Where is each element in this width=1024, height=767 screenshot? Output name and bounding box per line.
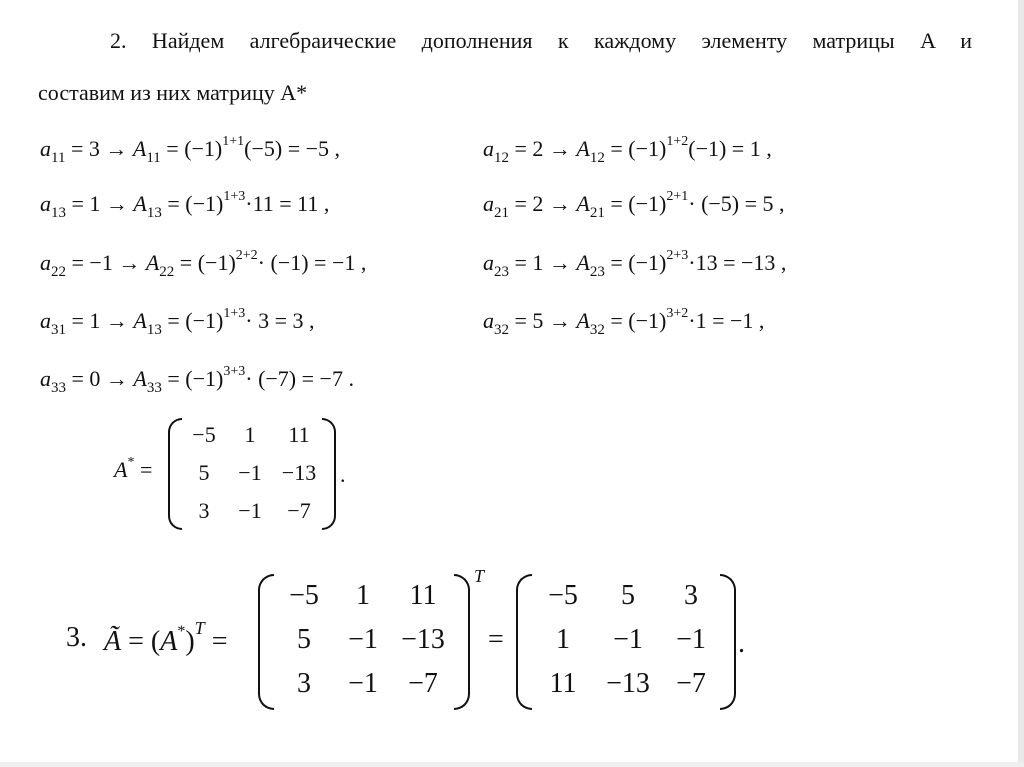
intro-line-2: составим из них матрицу A* [38,80,308,105]
left-paren [516,574,532,710]
matrix-cell: −13 [281,460,317,485]
matrix-cell: 3 [198,498,210,523]
matrix-cell: −7 [287,498,311,523]
matrix-cell: 1 [244,422,256,447]
cofactor-eq-11: $a_{11} = 3 \to A_{11} = (-1)^{1+1}(-5) = -5$ , [40,134,341,166]
cofactor-eq-23: $a_{23} = 1 \to A_{23} = (-1)^{2+3}\cdot 13 = -13$ , [483,248,787,280]
matrix-cell: −5 [548,580,578,611]
matrix-cell: 5 [621,580,635,611]
cofactor-eq-22: $a_{22} = -1 \to A_{22} = (-1)^{2+2}\cdot (-1) = -1$ , [40,248,367,280]
matrix-cell: 5 [297,624,311,655]
matrix-cell: −1 [676,624,706,655]
matrix-cell: 11 [409,580,437,611]
right-paren [454,574,470,710]
equals-sign: = [488,624,504,655]
matrix-cell: −1 [613,624,643,655]
matrix-cell: 1 [556,624,570,655]
cofactor-eq-12: $a_{12} = 2 \to A_{12} = (-1)^{1+2}(-1) = 1$ , [483,134,772,166]
adjoint-end-period: . [340,462,346,487]
cofactor-eq-31: $a_{31} = 1 \to A_{13} = (-1)^{1+3}\cdot 3 = 3$ , [40,306,315,338]
matrix-before-transpose [258,574,470,710]
matrix-cell: 3 [684,580,698,611]
cofactor-eq-13: $a_{13} = 1 \to A_{13} = (-1)^{1+3}\cdot 11 = 11$ , [40,189,330,221]
matrix-cell: 1 [356,580,370,611]
left-paren [258,574,274,710]
matrix-cell: −1 [348,668,378,699]
matrix-cell: −13 [606,668,650,699]
matrix-cell: −5 [289,580,319,611]
adjoint-matrix [168,418,336,530]
matrix-cell: −1 [348,624,378,655]
matrix-cell: −7 [408,668,438,699]
left-paren [168,418,182,530]
right-paren [322,418,336,530]
matrix-cell: −13 [401,624,445,655]
matrix-cell: −7 [676,668,706,699]
step3-end-period: . [738,628,745,659]
matrix-cell: 11 [288,422,310,447]
matrix-cell: 3 [297,668,311,699]
matrix-cell: −1 [238,498,262,523]
page-edge-right [1018,0,1024,767]
matrix-cell: 5 [198,460,210,485]
step3-lhs: Ã = $(A^*)^T$ = [104,618,228,657]
cofactor-eq-32: $a_{32} = 5 \to A_{32} = (-1)^{3+2}\cdot 1 = -1$ , [483,306,765,338]
cofactor-eq-33: $a_{33} = 0 \to A_{33} = (-1)^{3+3}\cdot (-7) = -7$ . [40,364,354,396]
step3-number: 3. [66,622,87,653]
intro-line-1: 2. Найдем алгебраические дополнения к каждому элементу матрицы A и [110,28,972,53]
adjoint-label: A* = [114,455,153,482]
cofactor-eq-21: $a_{21} = 2 \to A_{21} = (-1)^{2+1}\cdot (-5) = 5$ , [483,189,785,221]
transposed-matrix [516,574,736,710]
matrix-cell: −1 [238,460,262,485]
page-edge-bottom [0,762,1024,767]
matrix-cell: −5 [192,422,216,447]
matrix-cell: 11 [549,668,577,699]
right-paren [720,574,736,710]
transpose-mark: T [474,566,485,586]
